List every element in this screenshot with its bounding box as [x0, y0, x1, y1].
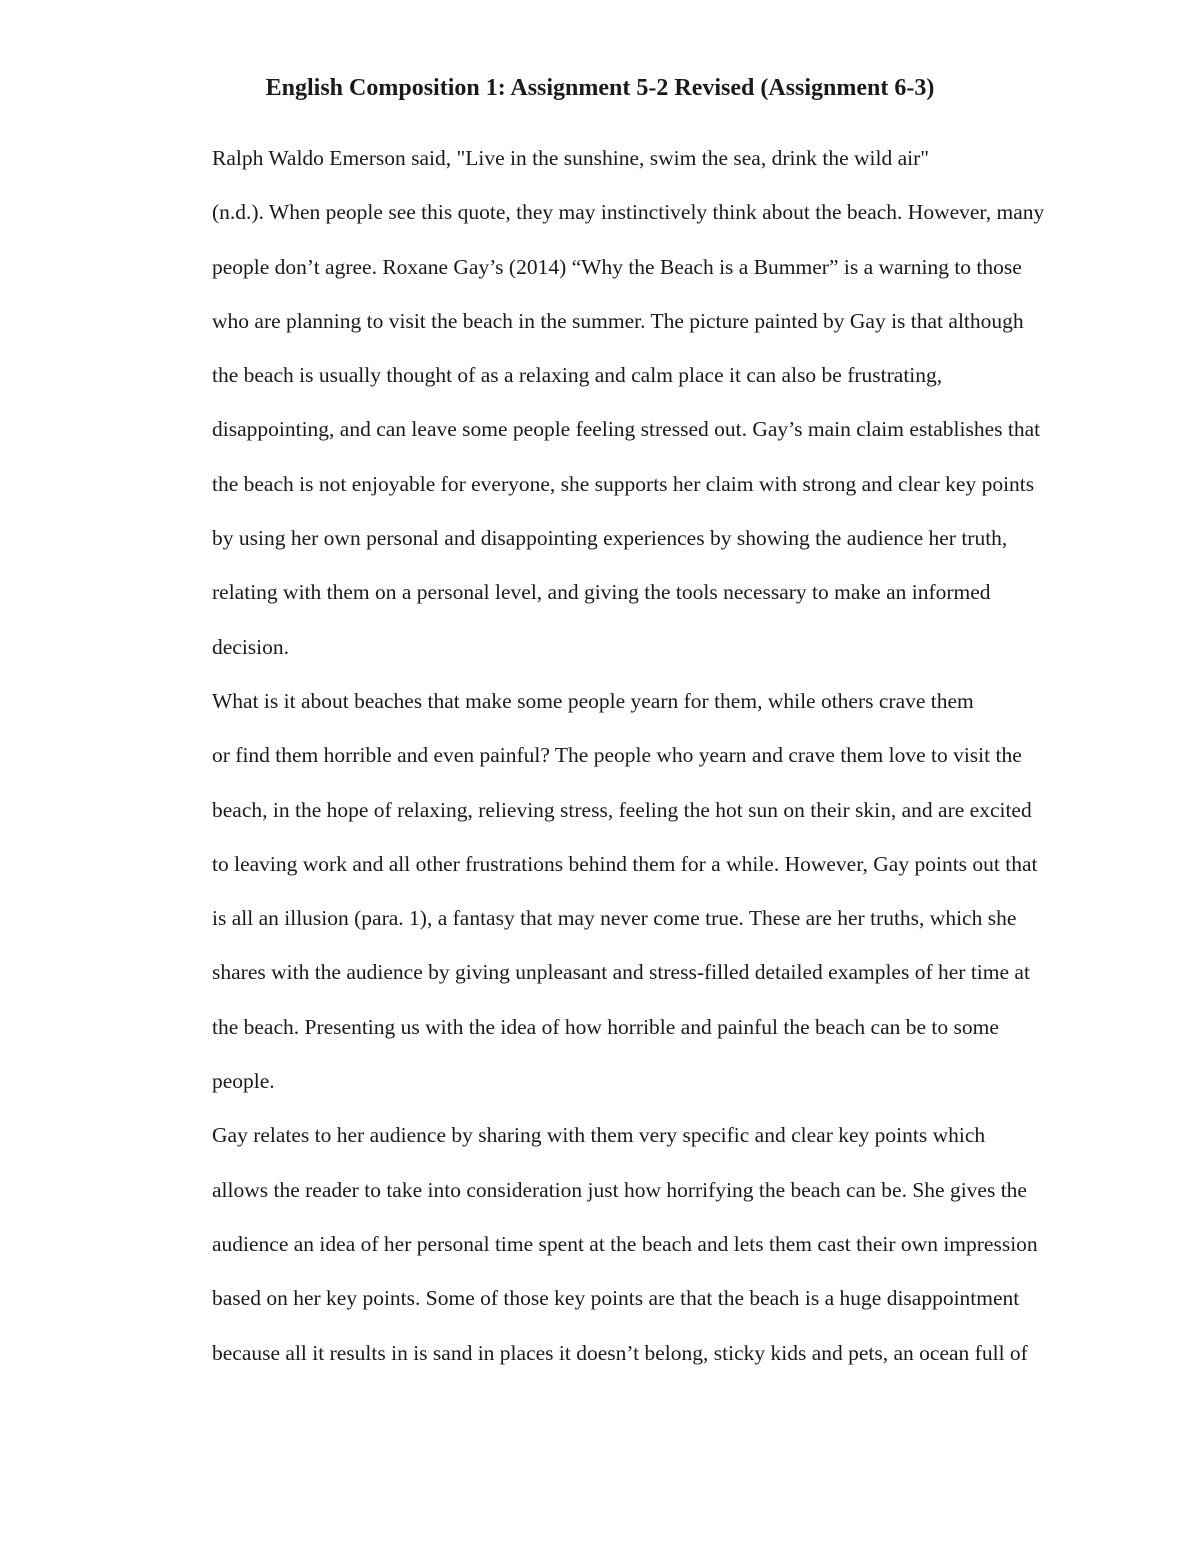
- text-line: Gay relates to her audience by sharing with them very specific and clear key points which: [212, 1123, 986, 1148]
- text-line: to leaving work and all other frustrations behind them for a while. However, Gay points out that: [212, 851, 1038, 876]
- text-line: the beach. Presenting us with the idea of how horrible and painful the beach can be to some: [212, 1014, 999, 1039]
- text-line: the beach is usually thought of as a relaxing and calm place it can also be frustrating,: [212, 363, 943, 388]
- text-line: people don’t agree. Roxane Gay’s (2014) “Why the Beach is a Bummer” is a warning to those: [212, 254, 1022, 279]
- text-line: is all an illusion (para. 1), a fantasy that may never come true. These are her truths, which she: [212, 906, 1017, 931]
- paragraph-audience: [141, 1108, 1061, 1379]
- text-line: because all it results in is sand in places it doesn’t belong, sticky kids and pets, an ocean full of: [212, 1340, 1028, 1365]
- text-line: or find them horrible and even painful? The people who yearn and crave them love to visit the: [212, 743, 1022, 768]
- text-line: Ralph Waldo Emerson said, "Live in the sunshine, swim the sea, drink the wild air": [212, 146, 930, 170]
- text-line: beach, in the hope of relaxing, relieving stress, feeling the hot sun on their skin, and are excited: [212, 797, 1032, 822]
- text-line: audience an idea of her personal time spent at the beach and lets them cast their own impression: [212, 1231, 1038, 1256]
- text-line: people.: [212, 1069, 275, 1094]
- text-line: who are planning to visit the beach in the summer. The picture painted by Gay is that although: [212, 308, 1024, 333]
- text-line: by using her own personal and disappointing experiences by showing the audience her truth,: [212, 526, 1008, 551]
- text-line: based on her key points. Some of those key points are that the beach is a huge disappointment: [212, 1286, 1020, 1311]
- text-line: (n.d.). When people see this quote, they may instinctively think about the beach. However, many: [212, 200, 1045, 225]
- paragraph-intro: [141, 131, 1061, 674]
- text-line: disappointing, and can leave some people feeling stressed out. Gay’s main claim establishes that: [212, 417, 1041, 442]
- text-line: What is it about beaches that make some people yearn for them, while others crave them: [212, 688, 974, 713]
- text-line: allows the reader to take into consideration just how horrifying the beach can be. She gives the: [212, 1177, 1027, 1202]
- document-title: English Composition 1: Assignment 5-2 Revised (Assignment 6-3): [265, 75, 935, 101]
- text-line: the beach is not enjoyable for everyone, she supports her claim with strong and clear key points: [212, 471, 1035, 496]
- paragraph-beaches: [141, 674, 1061, 1108]
- text-line: decision.: [212, 634, 290, 659]
- text-line: shares with the audience by giving unpleasant and stress-filled detailed examples of her time at: [212, 960, 1030, 985]
- document-body: [141, 131, 1061, 1380]
- text-line: relating with them on a personal level, and giving the tools necessary to make an informed: [212, 580, 991, 605]
